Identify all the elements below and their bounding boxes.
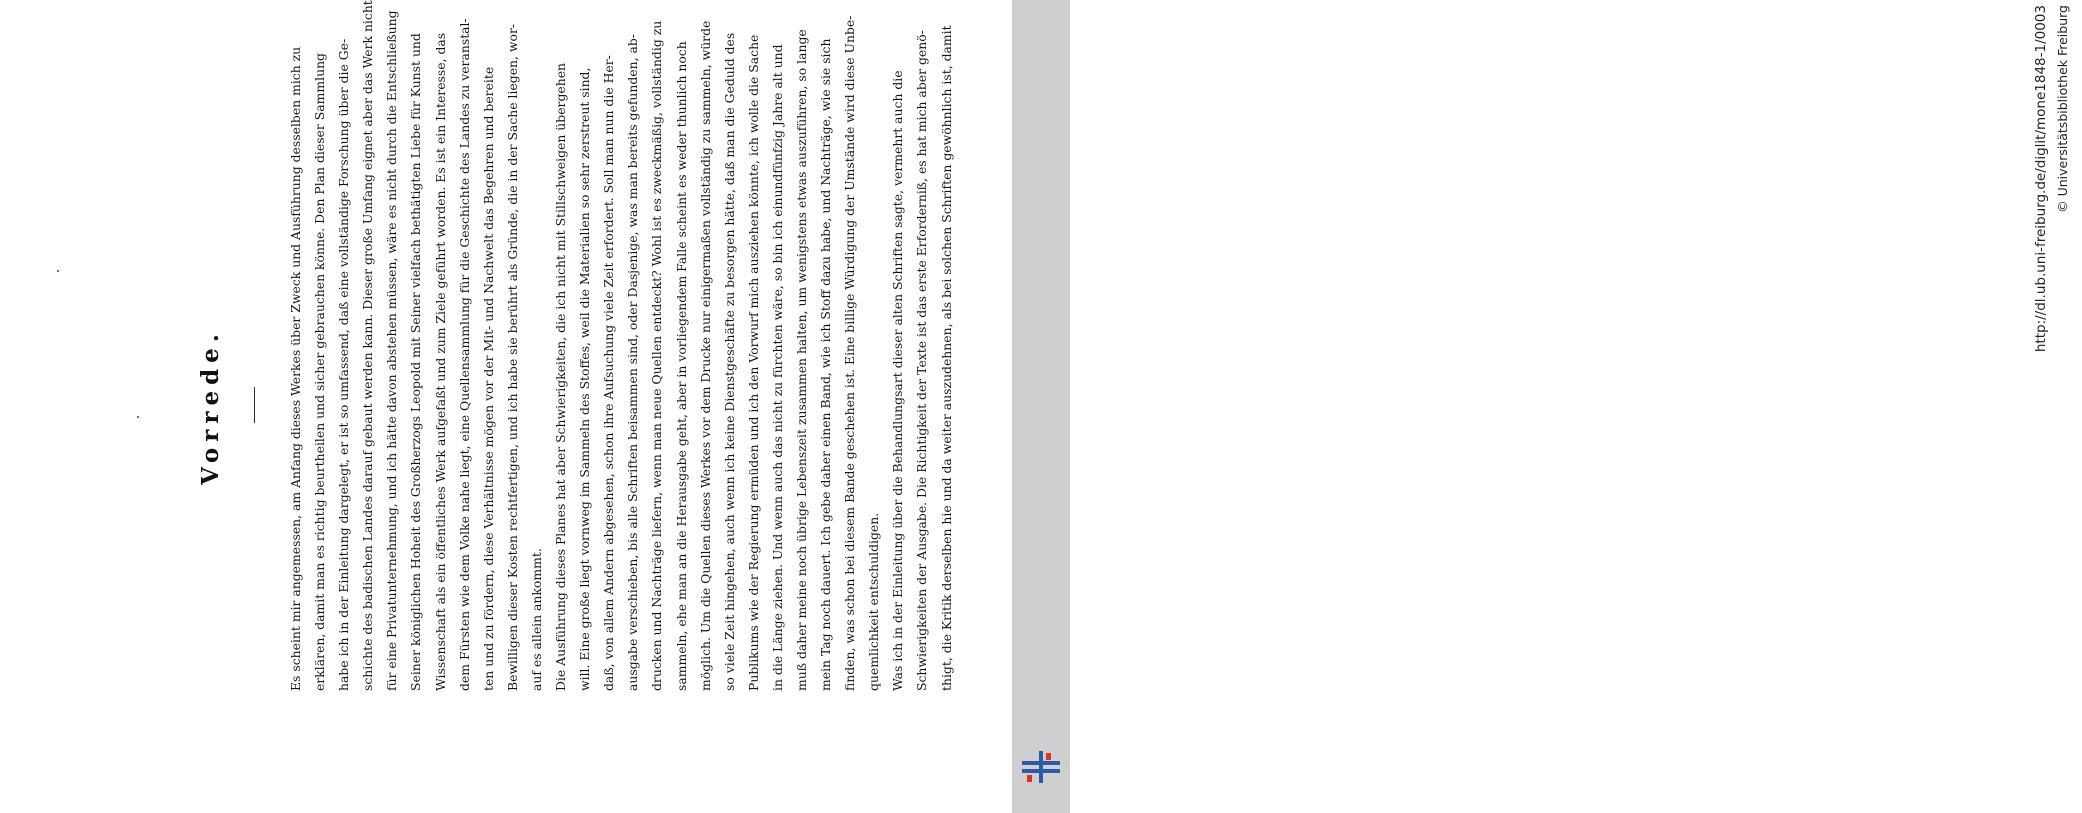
ub-freiburg-logo-icon: [1018, 745, 1064, 789]
scan-speck: [57, 270, 59, 272]
text-line: ausgabe verschieben, bis alle Schriften beisammen sind, oder Dasjenige, was man bereits gefunden, ab-: [625, 34, 641, 691]
text-line: Es scheint mir angemessen, am Anfang dieses Werkes über Zweck und Ausführung desselben mich zu: [288, 46, 303, 691]
text-line: mein Tag noch dauert. Ich gebe daher einen Band, wie ich Stoff dazu habe, und Nachträge, wie sie sich: [818, 38, 834, 691]
scanned-page: [0, 0, 1012, 813]
text-line: habe ich in der Einleitung dargelegt, er ist so umfassend, daß eine vollständige Forschung über die Ge-: [336, 38, 352, 691]
rotated-sidebar-text: [2024, 0, 2082, 813]
text-line: sammeln, ehe man an die Herausgabe geht, aber in vorliegendem Falle scheint es weder thunlich noch: [673, 41, 689, 691]
text-line: Bewilligen dieser Kosten rechtfertigen, und ich habe sie berührt als Gründe, die in der Sache liegen, wor-: [504, 23, 520, 691]
text-line: dem Fürsten wie dem Volke nahe liegt, eine Quellensammlung für die Geschichte des Landes zu veranstal-: [456, 18, 472, 691]
rotated-page-content: [0, 0, 1012, 813]
text-line: muß daher meine noch übrige Lebenszeit zusammen halten, um wenigstens etwas auszuführen, so lange: [793, 29, 809, 691]
text-line: auf es allein ankommt.: [528, 548, 544, 691]
scan-speck: [137, 416, 139, 418]
text-line: quemlichkeit entschuldigen.: [866, 512, 882, 691]
text-line: drucken und Nachträge liefern, wenn man neue Quellen entdeckt? Wohl ist es zweckmäßig, vollständig zu: [649, 20, 665, 691]
text-line: Was ich in der Einleitung über die Behandlungsart dieser alten Schriften sagte, vermehrt auch die: [890, 70, 906, 691]
title-rule: [254, 387, 255, 423]
text-line: Wissenschaft als ein öffentliches Werk aufgefaßt und zum Ziele geführt worden. Es ist ein Interesse, das: [432, 32, 448, 691]
text-line: Publikums wie der Regierung ermüden und ich den Vorwurf mich ausziehen könnte, ich wolle die Sache: [745, 34, 761, 691]
text-line: thigt, die Kritik derselben hie und da weiter auszudehnen, als bei solchen Schriften gewöhnlich ist, damit: [938, 25, 954, 691]
text-line: in die Länge ziehen. Und wenn auch das nicht zu fürchten wäre, so bin ich einundfünfzig Jahre alt und: [769, 44, 785, 691]
text-line: für eine Privatunternehmung, und ich hätte davon abstehen müssen, wäre es nicht durch die Entschließung: [384, 10, 400, 691]
text-line: Die Ausführung dieses Planes hat aber Schwierigkeiten, die ich nicht mit Stillschweigen übergehen: [553, 62, 569, 691]
page-title: Vorrede.: [197, 328, 224, 485]
text-body: [284, 0, 959, 691]
copyright-notice: © Universitätsbibliothek Freiburg: [2055, 5, 2070, 213]
text-line: möglich. Um die Quellen dieses Werkes vor dem Drucke nur einigermaßen vollständig zu sammeln, würde: [697, 20, 713, 691]
text-line: finden, was schon bei diesem Bande geschehen ist. Eine billige Würdigung der Umstände wird diese Unbe-: [842, 15, 858, 691]
source-url-link[interactable]: http://dl.ub.uni-freiburg.de/diglit/mone1848-1/0003: [2033, 5, 2049, 353]
text-line: Seiner königlichen Hoheit des Großherzogs Leopold mit Seiner vielfach bethätigten Liebe für Kunst und: [408, 33, 424, 691]
text-line: so viele Zeit hingehen, auch wenn ich keine Dienstgeschäfte zu besorgen hätte, daß man die Geduld des: [721, 32, 737, 691]
attribution-sidebar: [1012, 0, 2070, 813]
text-line: will. Eine große liegt vornweg im Sammeln des Stoffes, weil die Materialien so sehr zerstreut sind,: [577, 67, 593, 691]
text-line: Schwierigkeiten der Ausgabe. Die Richtigkeit der Texte ist das erste Erforderniß, es hat mich aber genö-: [914, 30, 930, 691]
text-line: daß, von allem Andern abgesehen, schon ihre Aufsuchung viele Zeit erfordert. Soll man nun die Her-: [601, 55, 617, 691]
text-line: erklären, damit man es richtig beurtheilen und sicher gebrauchen könne. Den Plan dieser Sammlung: [312, 53, 328, 691]
text-line: schichte des badischen Landes darauf gebaut werden kann. Dieser große Umfang eignet aber das Werk nicht: [360, 0, 376, 691]
text-line: ten und zu fördern, diese Verhältnisse mögen vor der Mit- und Nachwelt das Begehren und bereite: [480, 66, 496, 691]
